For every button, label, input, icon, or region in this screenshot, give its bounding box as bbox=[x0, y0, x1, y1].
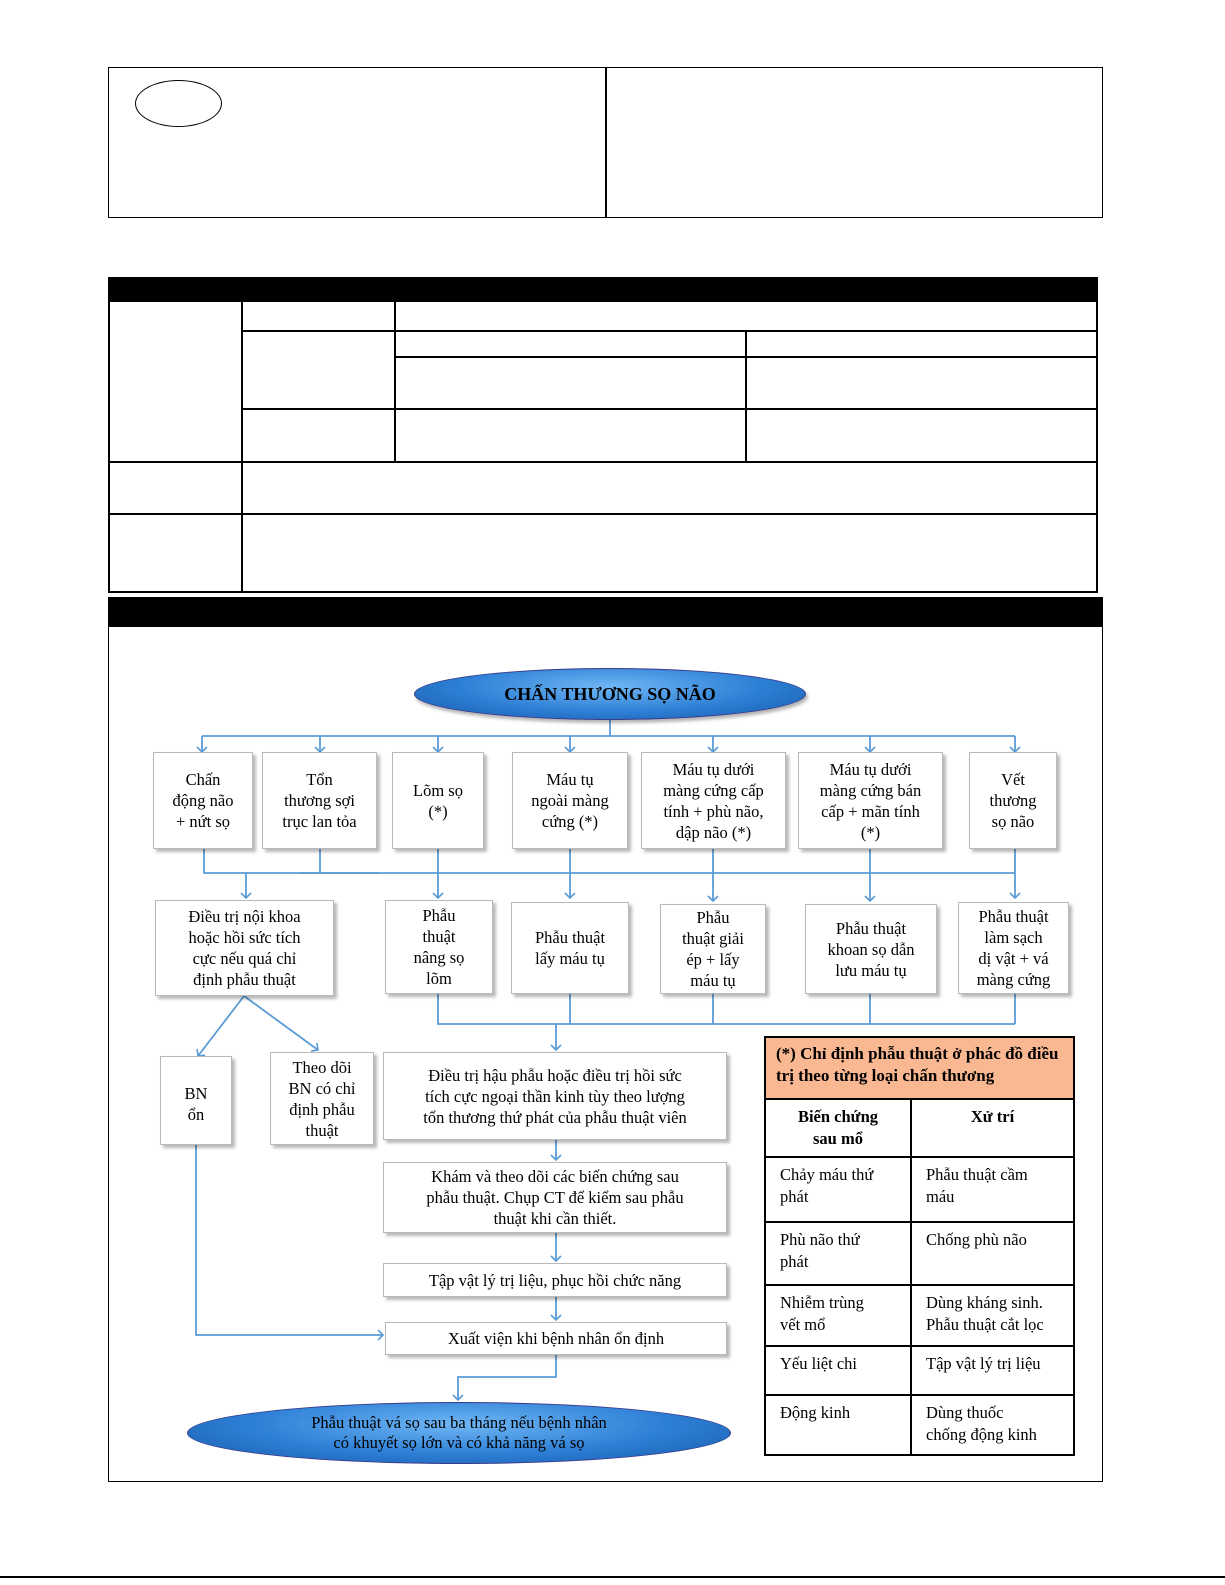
injury-type-box: Chấn động não + nứt sọ bbox=[153, 752, 253, 849]
table-cell: Dùng kháng sinh. Phẫu thuật cắt lọc bbox=[926, 1293, 1044, 1334]
injury-type-box: Máu tụ dưới màng cứng bán cấp + mãn tính (*) bbox=[798, 752, 943, 849]
table-header-complication: Biến chứng sau mổ bbox=[797, 1107, 879, 1148]
final-step-ellipse: Phẫu thuật vá sọ sau ba tháng nếu bệnh nhân có khuyết sọ lớn và có khả năng vá sọ bbox=[187, 1402, 731, 1464]
treatment-box: Phẫu thuật nâng sọ lõm bbox=[385, 900, 493, 994]
exam-box: Khám và theo dõi các biến chứng sau phẫu thuật. Chụp CT để kiểm sau phẫu thuật khi cần thiết. bbox=[383, 1162, 727, 1233]
monitor-box: Theo dõi BN có chỉ định phẫu thuật bbox=[270, 1052, 374, 1145]
page-footer-rule bbox=[0, 1576, 1225, 1578]
table-cell: Yếu liệt chi bbox=[780, 1354, 857, 1373]
table-cell: Nhiễm trùng vết mổ bbox=[780, 1293, 864, 1334]
post-op-box: Điều trị hậu phẫu hoặc điều trị hồi sức tích cực ngoại thần kinh tùy theo lượng tổn thương thứ phát của phẫu thuật viên bbox=[383, 1052, 727, 1140]
stable-patient-box: BN ổn bbox=[160, 1056, 232, 1145]
rehab-box: Tập vật lý trị liệu, phục hồi chức năng bbox=[383, 1263, 727, 1297]
complications-table bbox=[764, 1036, 1075, 1456]
injury-type-box: Vết thương sọ não bbox=[969, 752, 1057, 849]
injury-type-box: Máu tụ ngoài màng cứng (*) bbox=[512, 752, 628, 849]
table-cell: Dùng thuốc chống động kinh bbox=[926, 1403, 1037, 1444]
table-cell: Chảy máu thứ phát bbox=[780, 1165, 874, 1206]
treatment-box: Phẫu thuật giải ép + lấy máu tụ bbox=[660, 904, 766, 994]
treatment-box: Phẫu thuật làm sạch dị vật + vá màng cứng bbox=[958, 902, 1069, 994]
injury-type-box: Máu tụ dưới màng cứng cấp tính + phù não, dập não (*) bbox=[641, 752, 786, 849]
injury-type-box: Tổn thương sợi trục lan tỏa bbox=[262, 752, 377, 849]
treatment-box: Phẫu thuật khoan sọ dẫn lưu máu tụ bbox=[805, 904, 937, 994]
table-cell: Phẫu thuật cầm máu bbox=[926, 1165, 1028, 1206]
injury-type-box: Lõm sọ (*) bbox=[392, 752, 484, 849]
table-cell: Chống phù não bbox=[926, 1230, 1027, 1249]
table-cell: Động kinh bbox=[780, 1403, 851, 1422]
flowchart-title: CHẤN THƯƠNG SỌ NÃO bbox=[504, 683, 716, 704]
treatment-box: Điều trị nội khoa hoặc hồi sức tích cực nếu quá chỉ định phẫu thuật bbox=[155, 900, 334, 996]
table-cell: Tập vật lý trị liệu bbox=[926, 1354, 1041, 1373]
flowchart-title-ellipse bbox=[414, 668, 806, 720]
complications-table-title: (*) Chỉ định phẫu thuật ở phác đồ điều trị theo từng loại chấn thương bbox=[764, 1036, 1075, 1100]
treatment-box: Phẫu thuật lấy máu tụ bbox=[511, 902, 629, 994]
table-cell: Phù não thứ phát bbox=[780, 1230, 860, 1271]
table-header-treatment: Xử trí bbox=[970, 1107, 1015, 1126]
discharge-box: Xuất viện khi bệnh nhân ổn định bbox=[385, 1322, 727, 1355]
